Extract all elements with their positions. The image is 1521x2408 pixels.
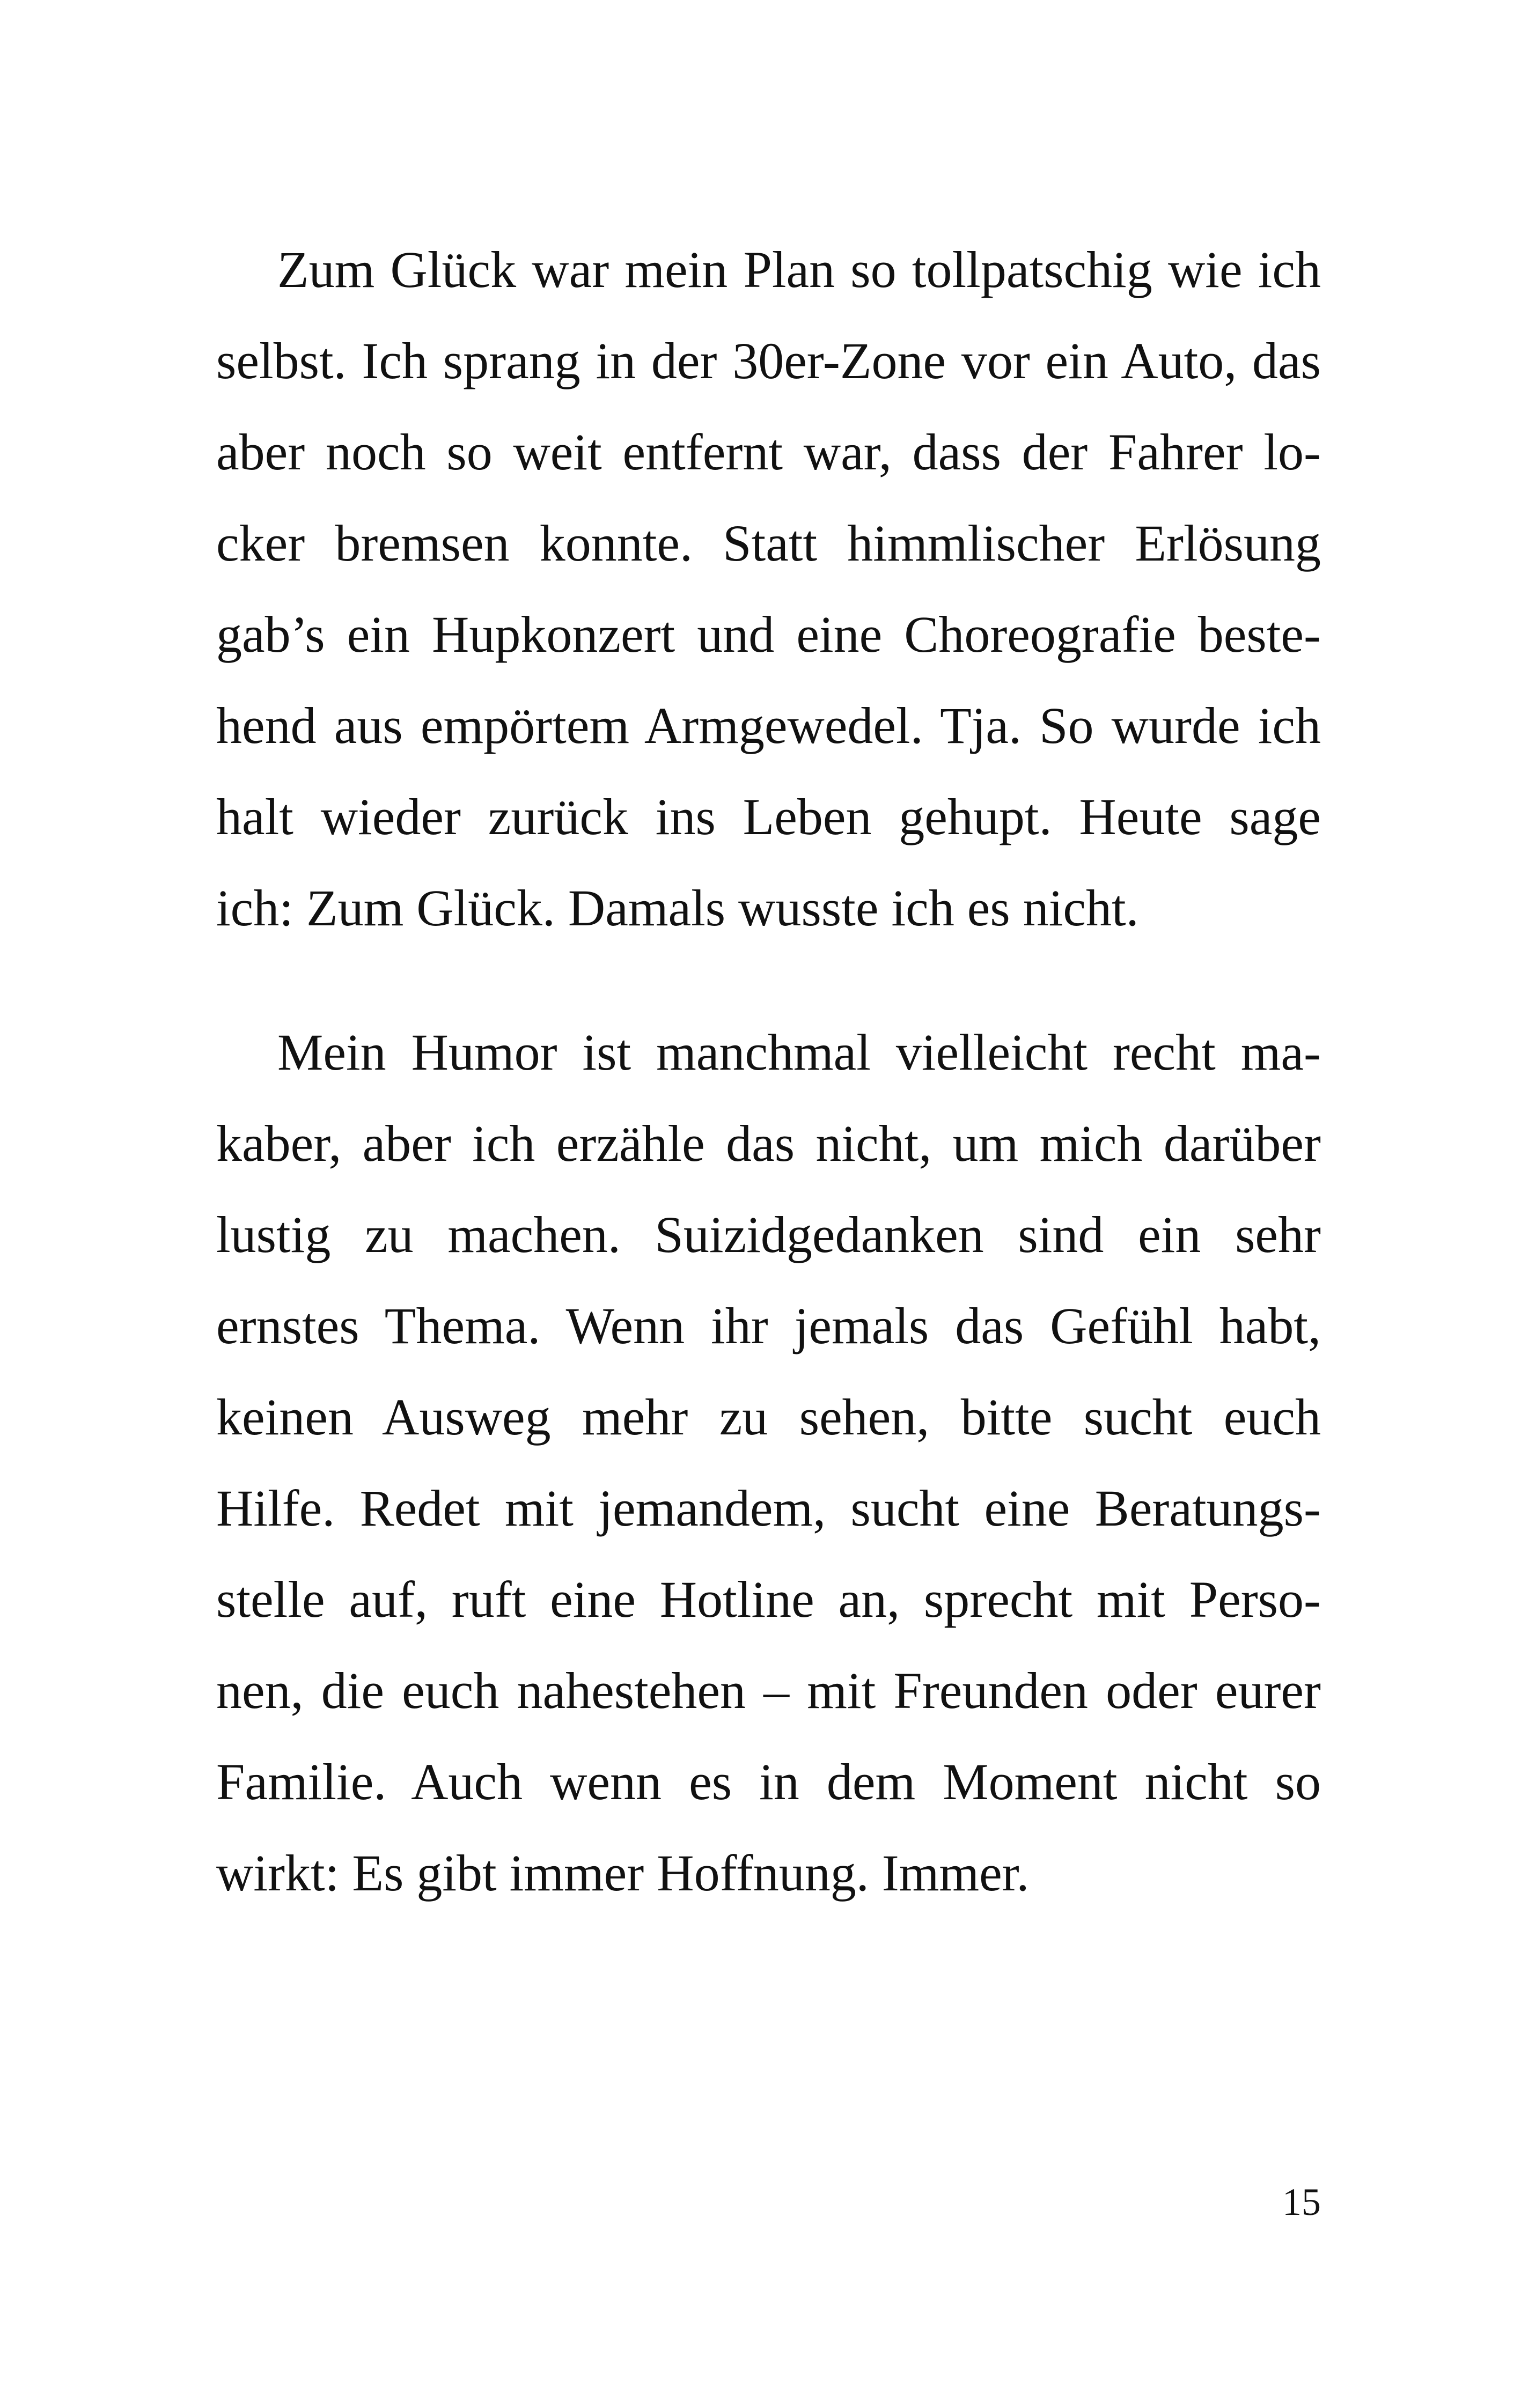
text-line: halt wieder zurück ins Leben gehupt. Heute sage	[216, 788, 1321, 845]
text-line: ich: Zum Glück. Damals wusste ich es nicht.	[216, 879, 1139, 937]
text-line: Mein Humor ist manchmal vielleicht recht ma-	[277, 1023, 1321, 1081]
text-line: gab’s ein Hupkonzert und eine Choreografie beste-	[216, 606, 1321, 663]
text-line: Zum Glück war mein Plan so tollpatschig wie ich	[277, 241, 1321, 298]
text-line: Familie. Auch wenn es in dem Moment nicht so	[216, 1753, 1321, 1810]
text-line: keinen Ausweg mehr zu sehen, bitte sucht euch	[216, 1388, 1321, 1446]
body-text	[216, 224, 1321, 1919]
text-line: hend aus empörtem Armgewedel. Tja. So wurde ich	[216, 697, 1321, 754]
text-line: ernstes Thema. Wenn ihr jemals das Gefühl habt,	[216, 1297, 1321, 1354]
text-line: kaber, aber ich erzähle das nicht, um mich darüber	[216, 1115, 1321, 1172]
paragraph-2	[216, 1007, 1321, 1919]
text-line: stelle auf, ruft eine Hotline an, sprecht mit Perso-	[216, 1571, 1321, 1628]
text-line: lustig zu machen. Suizidgedanken sind ein sehr	[216, 1206, 1321, 1263]
paragraph-1	[216, 224, 1321, 954]
text-line: aber noch so weit entfernt war, dass der Fahrer lo-	[216, 423, 1321, 481]
text-line: wirkt: Es gibt immer Hoffnung. Immer.	[216, 1844, 1030, 1902]
page-number: 15	[1282, 2181, 1321, 2223]
text-line: selbst. Ich sprang in der 30er-Zone vor ein Auto, das	[216, 332, 1321, 389]
text-line: nen, die euch nahestehen – mit Freunden oder eurer	[216, 1662, 1321, 1719]
text-line: Hilfe. Redet mit jemandem, sucht eine Beratungs-	[216, 1479, 1321, 1537]
text-line: cker bremsen konnte. Statt himmlischer Erlösung	[216, 514, 1321, 572]
